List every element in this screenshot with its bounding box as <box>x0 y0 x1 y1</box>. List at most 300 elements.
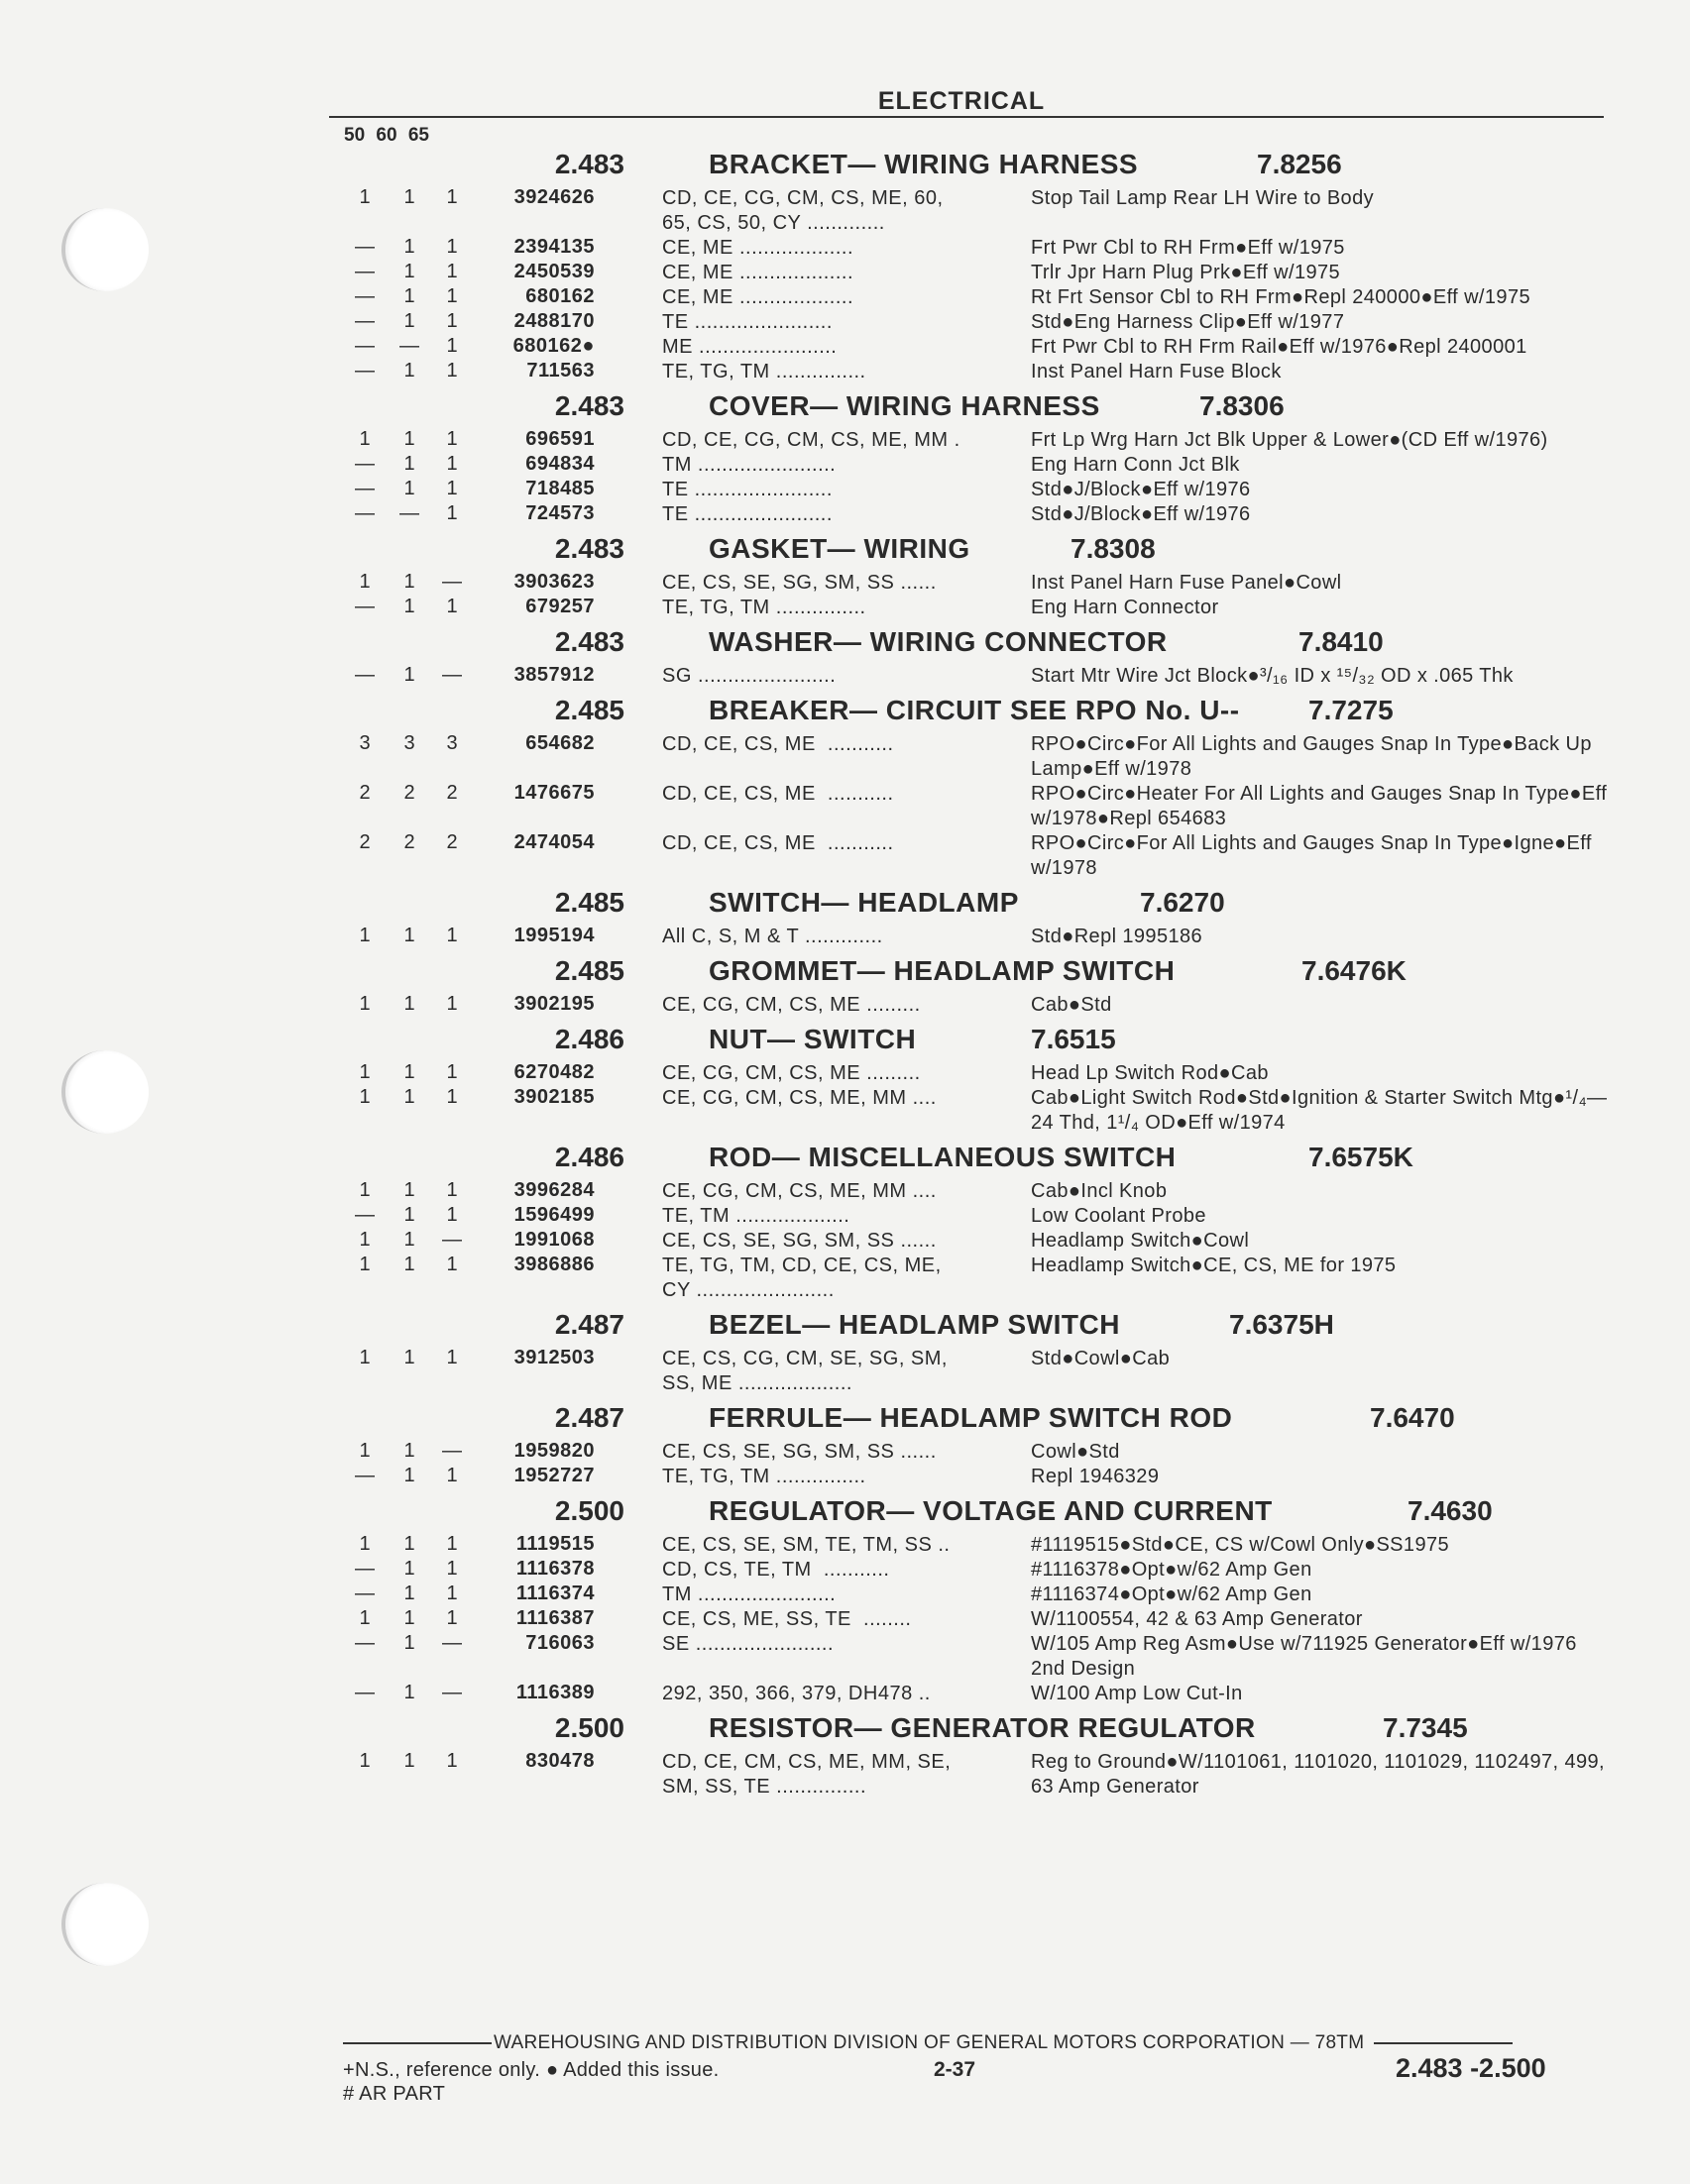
section-number: 2.500 <box>554 1495 624 1526</box>
part-row <box>0 186 1690 236</box>
section-name: BRACKET— WIRING HARNESS <box>709 149 1139 179</box>
model-line: CE, CG, CM, CS, ME ......... <box>662 1062 921 1084</box>
section-header <box>0 1489 1690 1533</box>
part-description: RPO●Circ●Heater For All Lights and Gauges Snap In Type●Eff w/1978●Repl 654683 <box>1031 783 1608 829</box>
part-description: Frt Pwr Cbl to RH Frm●Eff w/1975 <box>1031 237 1345 259</box>
quantity-60: 1 <box>403 925 415 946</box>
quantity-60: 2 <box>403 782 415 804</box>
part-description: Eng Harn Connector <box>1031 597 1219 618</box>
quantity-60: 1 <box>403 236 415 258</box>
model-codes <box>662 310 1009 335</box>
part-number: 680162● <box>512 335 595 357</box>
part-description: Repl 1946329 <box>1031 1466 1160 1487</box>
section-code: 7.8256 <box>1257 149 1342 179</box>
model-codes <box>662 1682 1009 1706</box>
section-code: 7.6476K <box>1301 955 1407 986</box>
quantity-65: 2 <box>446 831 458 853</box>
part-row <box>0 453 1690 478</box>
model-codes <box>662 1086 1009 1111</box>
quantity-50: 1 <box>359 571 371 593</box>
part-row <box>0 1750 1690 1800</box>
quantity-60: 1 <box>403 360 415 382</box>
quantity-65: 1 <box>446 1179 458 1201</box>
part-number: 3912503 <box>513 1347 595 1368</box>
model-codes <box>662 1347 1009 1396</box>
part-number: 1476675 <box>513 782 595 804</box>
part-description: Low Coolant Probe <box>1031 1205 1206 1227</box>
model-codes <box>662 993 1009 1018</box>
part-row <box>0 502 1690 527</box>
part-row <box>0 1607 1690 1632</box>
part-description: Std●Eng Harness Clip●Eff w/1977 <box>1031 311 1345 333</box>
part-description: Cab●Incl Knob <box>1031 1180 1168 1202</box>
quantity-50: 1 <box>359 1254 371 1275</box>
parts-list <box>0 143 1690 1800</box>
part-row <box>0 664 1690 689</box>
part-description: Stop Tail Lamp Rear LH Wire to Body <box>1031 187 1375 209</box>
quantity-60: — <box>399 335 419 357</box>
quantity-50: 1 <box>359 1179 371 1201</box>
quantity-60: 1 <box>403 285 415 307</box>
quantity-60: 1 <box>403 1179 415 1201</box>
quantity-65: — <box>442 1440 462 1462</box>
section-header <box>0 1136 1690 1179</box>
model-line: 65, CS, 50, CY ............. <box>662 212 885 234</box>
section-header <box>0 1396 1690 1440</box>
quantity-60: 1 <box>403 1465 415 1486</box>
quantity-65: — <box>442 1632 462 1654</box>
quantity-50: 1 <box>359 1750 371 1772</box>
quantity-65: 1 <box>446 335 458 357</box>
model-line: TE, TG, TM ............... <box>662 1466 866 1487</box>
section-code: 7.6270 <box>1140 887 1225 918</box>
part-row <box>0 782 1690 831</box>
quantity-65: 1 <box>446 925 458 946</box>
quantity-60: 1 <box>403 1607 415 1629</box>
part-row <box>0 310 1690 335</box>
section-header <box>0 143 1690 186</box>
quantity-60: 1 <box>403 186 415 208</box>
quantity-65: 1 <box>446 453 458 475</box>
part-description: Frt Pwr Cbl to RH Frm Rail●Eff w/1976●Repl 2400001 <box>1031 336 1527 358</box>
quantity-50: 1 <box>359 1347 371 1368</box>
part-number: 3986886 <box>513 1254 595 1275</box>
model-codes <box>662 732 1009 757</box>
page-title: ELECTRICAL <box>877 87 1046 115</box>
quantity-60: — <box>399 502 419 524</box>
part-row <box>0 993 1690 1018</box>
part-description: Std●J/Block●Eff w/1976 <box>1031 503 1251 525</box>
section-code: 7.6515 <box>1031 1024 1116 1054</box>
model-codes <box>662 502 1009 527</box>
section-header <box>0 689 1690 732</box>
model-line: CE, CG, CM, CS, ME, MM .... <box>662 1087 937 1109</box>
quantity-50: — <box>355 1558 375 1580</box>
section-number: 2.483 <box>554 390 624 421</box>
model-line: CD, CE, CS, ME ........... <box>662 832 894 854</box>
section-code: 7.6470 <box>1370 1402 1455 1433</box>
quantity-50: 3 <box>359 732 371 754</box>
quantity-50: — <box>355 236 375 258</box>
model-line: CD, CE, CM, CS, ME, MM, SE, <box>662 1751 952 1773</box>
quantity-50: 1 <box>359 1229 371 1251</box>
model-codes <box>662 1061 1009 1086</box>
section-name: ROD— MISCELLANEOUS SWITCH <box>709 1142 1177 1172</box>
part-description: Std●J/Block●Eff w/1976 <box>1031 479 1251 500</box>
section-header <box>0 949 1690 993</box>
section-header <box>0 1706 1690 1750</box>
part-description: Frt Lp Wrg Harn Jct Blk Upper & Lower●(CD Eff w/1976) <box>1031 429 1548 451</box>
part-row <box>0 596 1690 620</box>
quantity-60: 1 <box>403 1632 415 1654</box>
part-row <box>0 428 1690 453</box>
part-number: 696591 <box>525 428 595 450</box>
quantity-65: 1 <box>446 993 458 1015</box>
section-code: 7.7275 <box>1308 695 1394 725</box>
part-number: 718485 <box>525 478 595 499</box>
quantity-50: — <box>355 335 375 357</box>
part-description: Cab●Light Switch Rod●Std●Ignition & Starter Switch Mtg●¹/₄— 24 Thd, 1¹/₄ OD●Eff w/1974 <box>1031 1087 1608 1134</box>
quantity-60: 1 <box>403 596 415 617</box>
quantity-50: 1 <box>359 1440 371 1462</box>
section-name: NUT— SWITCH <box>709 1024 917 1054</box>
model-line: All C, S, M & T ............. <box>662 926 883 947</box>
model-line: CE, CG, CM, CS, ME ......... <box>662 994 921 1016</box>
model-line: CE, CS, SE, SG, SM, SS ...... <box>662 572 937 594</box>
quantity-65: — <box>442 664 462 686</box>
section-number: 2.485 <box>554 695 624 725</box>
part-description: Eng Harn Conn Jct Blk <box>1031 454 1240 476</box>
part-number: 2394135 <box>513 236 595 258</box>
part-number: 679257 <box>525 596 595 617</box>
model-line: ME ....................... <box>662 336 838 358</box>
model-line: CD, CE, CS, ME ........... <box>662 783 894 805</box>
model-line: CE, ME ................... <box>662 262 854 283</box>
quantity-60: 3 <box>403 732 415 754</box>
model-line: CY ....................... <box>662 1279 835 1301</box>
quantity-65: 1 <box>446 502 458 524</box>
section-number: 2.487 <box>554 1402 624 1433</box>
part-row <box>0 360 1690 384</box>
part-row <box>0 335 1690 360</box>
section-number: 2.483 <box>554 149 624 179</box>
model-codes <box>662 1632 1009 1657</box>
model-codes <box>662 428 1009 453</box>
part-description: #1116378●Opt●w/62 Amp Gen <box>1031 1559 1312 1581</box>
part-row <box>0 1179 1690 1204</box>
part-row <box>0 1086 1690 1136</box>
model-codes <box>662 335 1009 360</box>
part-description: Rt Frt Sensor Cbl to RH Frm●Repl 240000●Eff w/1975 <box>1031 286 1530 308</box>
part-row <box>0 1632 1690 1682</box>
model-line: TE ....................... <box>662 503 833 525</box>
model-codes <box>662 1533 1009 1558</box>
section-name: REGULATOR— VOLTAGE AND CURRENT <box>709 1495 1273 1526</box>
quantity-65: — <box>442 1682 462 1703</box>
model-codes <box>662 596 1009 620</box>
model-codes <box>662 571 1009 596</box>
part-number: 3902195 <box>513 993 595 1015</box>
part-description: Reg to Ground●W/1101061, 1101020, 1101029, 1102497, 499, 63 Amp Generator <box>1031 1751 1605 1798</box>
quantity-65: 1 <box>446 1607 458 1629</box>
quantity-50: — <box>355 285 375 307</box>
quantity-60: 1 <box>403 1254 415 1275</box>
quantity-60: 1 <box>403 1558 415 1580</box>
quantity-50: 1 <box>359 186 371 208</box>
section-number: 2.500 <box>554 1712 624 1743</box>
quantity-60: 1 <box>403 261 415 282</box>
model-line: SE ....................... <box>662 1633 835 1655</box>
part-row <box>0 236 1690 261</box>
quantity-65: 1 <box>446 261 458 282</box>
page-number: 2-37 <box>934 2058 976 2081</box>
part-number: 3902185 <box>513 1086 595 1108</box>
part-row <box>0 1347 1690 1396</box>
quantity-50: — <box>355 1682 375 1703</box>
part-number: 6270482 <box>513 1061 595 1083</box>
quantity-50: — <box>355 1632 375 1654</box>
quantity-50: 1 <box>359 993 371 1015</box>
part-number: 1116387 <box>515 1607 595 1629</box>
quantity-65: 1 <box>446 285 458 307</box>
part-number: 1959820 <box>513 1440 595 1462</box>
model-line: TE, TG, TM ............... <box>662 361 866 382</box>
model-line: CE, CS, CG, CM, SE, SG, SM, <box>662 1348 948 1369</box>
part-number: 830478 <box>525 1750 595 1772</box>
section-name: SWITCH— HEADLAMP <box>709 887 1019 918</box>
model-line: SG ....................... <box>662 665 837 687</box>
model-line: CE, CS, SE, SG, SM, SS ...... <box>662 1441 937 1463</box>
section-header <box>0 620 1690 664</box>
model-line: SS, ME ................... <box>662 1372 852 1394</box>
model-codes <box>662 285 1009 310</box>
quantity-65: 1 <box>446 1465 458 1486</box>
quantity-65: 3 <box>446 732 458 754</box>
part-number: 3996284 <box>513 1179 595 1201</box>
quantity-column-heads: 50 60 65 <box>344 125 429 146</box>
part-number: 1596499 <box>513 1204 595 1226</box>
part-row <box>0 831 1690 881</box>
quantity-65: 1 <box>446 236 458 258</box>
quantity-60: 1 <box>403 1086 415 1108</box>
section-header <box>0 527 1690 571</box>
quantity-65: 1 <box>446 1750 458 1772</box>
quantity-60: 1 <box>403 664 415 686</box>
quantity-50: 2 <box>359 782 371 804</box>
part-description: RPO●Circ●For All Lights and Gauges Snap In Type●Igne●Eff w/1978 <box>1031 832 1592 879</box>
model-line: TE, TM ................... <box>662 1205 850 1227</box>
part-number: 1995194 <box>513 925 595 946</box>
part-row <box>0 571 1690 596</box>
quantity-50: — <box>355 502 375 524</box>
part-row <box>0 1583 1690 1607</box>
quantity-50: — <box>355 1583 375 1604</box>
part-number: 1116389 <box>515 1682 595 1703</box>
binder-hole-bottom <box>61 1883 149 1966</box>
model-codes <box>662 453 1009 478</box>
quantity-50: 1 <box>359 1533 371 1555</box>
section-name: FERRULE— HEADLAMP SWITCH ROD <box>709 1402 1233 1433</box>
model-codes <box>662 925 1009 949</box>
model-line: CE, ME ................... <box>662 237 854 259</box>
section-name: BREAKER— CIRCUIT SEE RPO No. U-- <box>709 695 1240 725</box>
quantity-50: — <box>355 1465 375 1486</box>
part-number: 3857912 <box>513 664 595 686</box>
section-name: COVER— WIRING HARNESS <box>709 390 1100 421</box>
model-line: CE, ME ................... <box>662 286 854 308</box>
part-row <box>0 478 1690 502</box>
part-number: 3924626 <box>513 186 595 208</box>
section-header <box>0 1303 1690 1347</box>
part-row <box>0 1682 1690 1706</box>
section-header <box>0 1018 1690 1061</box>
part-row <box>0 1254 1690 1303</box>
part-description: W/100 Amp Low Cut-In <box>1031 1683 1243 1704</box>
section-name: WASHER— WIRING CONNECTOR <box>709 626 1168 657</box>
quantity-60: 1 <box>403 428 415 450</box>
part-description: Inst Panel Harn Fuse Panel●Cowl <box>1031 572 1342 594</box>
model-line: TE ....................... <box>662 311 833 333</box>
section-code: 7.8306 <box>1199 390 1285 421</box>
quantity-65: — <box>442 1229 462 1251</box>
part-description: RPO●Circ●For All Lights and Gauges Snap In Type●Back Up Lamp●Eff w/1978 <box>1031 733 1592 780</box>
model-codes <box>662 360 1009 384</box>
section-code: 7.8308 <box>1070 533 1156 564</box>
quantity-60: 2 <box>403 831 415 853</box>
part-description: W/1100554, 42 & 63 Amp Generator <box>1031 1608 1363 1630</box>
model-line: CE, CS, ME, SS, TE ........ <box>662 1608 912 1630</box>
quantity-60: 1 <box>403 1533 415 1555</box>
part-description: Std●Repl 1995186 <box>1031 926 1203 947</box>
section-number: 2.487 <box>554 1309 624 1340</box>
model-codes <box>662 1229 1009 1254</box>
model-codes <box>662 1204 1009 1229</box>
part-number: 1116378 <box>515 1558 595 1580</box>
model-codes <box>662 1558 1009 1583</box>
quantity-65: 1 <box>446 1583 458 1604</box>
part-row <box>0 1465 1690 1489</box>
part-row <box>0 1204 1690 1229</box>
model-codes <box>662 1254 1009 1303</box>
quantity-65: 1 <box>446 1204 458 1226</box>
model-codes <box>662 782 1009 807</box>
part-row <box>0 1061 1690 1086</box>
model-line: CE, CS, SE, SG, SM, SS ...... <box>662 1230 937 1252</box>
model-codes <box>662 1607 1009 1632</box>
quantity-50: 1 <box>359 428 371 450</box>
part-description: Start Mtr Wire Jct Block●³/₁₆ ID x ¹⁵/₃₂ OD x .065 Thk <box>1031 665 1514 687</box>
quantity-50: — <box>355 478 375 499</box>
model-codes <box>662 186 1009 236</box>
quantity-60: 1 <box>403 571 415 593</box>
model-line: CD, CE, CG, CM, CS, ME, 60, <box>662 187 944 209</box>
model-line: TM ....................... <box>662 1583 837 1605</box>
part-number: 2474054 <box>513 831 595 853</box>
quantity-60: 1 <box>403 478 415 499</box>
part-row <box>0 1229 1690 1254</box>
quantity-50: — <box>355 596 375 617</box>
part-description: W/105 Amp Reg Asm●Use w/711925 Generator●Eff w/1976 2nd Design <box>1031 1633 1577 1680</box>
quantity-60: 1 <box>403 1347 415 1368</box>
quantity-60: 1 <box>403 1583 415 1604</box>
part-number: 724573 <box>525 502 595 524</box>
quantity-50: 2 <box>359 831 371 853</box>
section-number: 2.486 <box>554 1142 624 1172</box>
part-row <box>0 1440 1690 1465</box>
section-name: GROMMET— HEADLAMP SWITCH <box>709 955 1176 986</box>
section-number: 2.483 <box>554 626 624 657</box>
quantity-65: 2 <box>446 782 458 804</box>
model-codes <box>662 1750 1009 1800</box>
section-range: 2.483 -2.500 <box>1396 2053 1546 2083</box>
quantity-65: 1 <box>446 596 458 617</box>
quantity-65: 1 <box>446 1533 458 1555</box>
model-line: SM, SS, TE ............... <box>662 1776 867 1798</box>
model-line: CE, CG, CM, CS, ME, MM .... <box>662 1180 937 1202</box>
model-codes <box>662 236 1009 261</box>
model-line: TM ....................... <box>662 454 837 476</box>
quantity-60: 1 <box>403 1061 415 1083</box>
part-number: 716063 <box>525 1632 595 1654</box>
part-number: 1952727 <box>513 1465 595 1486</box>
quantity-65: 1 <box>446 1347 458 1368</box>
quantity-50: 1 <box>359 925 371 946</box>
part-number: 2488170 <box>513 310 595 332</box>
part-number: 2450539 <box>513 261 595 282</box>
section-number: 2.485 <box>554 955 624 986</box>
model-line: CE, CS, SE, SM, TE, TM, SS .. <box>662 1534 951 1556</box>
quantity-50: 1 <box>359 1607 371 1629</box>
quantity-50: — <box>355 664 375 686</box>
part-description: Cab●Std <box>1031 994 1112 1016</box>
quantity-65: 1 <box>446 428 458 450</box>
quantity-65: 1 <box>446 478 458 499</box>
quantity-65: 1 <box>446 310 458 332</box>
model-codes <box>662 1440 1009 1465</box>
quantity-50: — <box>355 1204 375 1226</box>
quantity-60: 1 <box>403 453 415 475</box>
part-row <box>0 925 1690 949</box>
model-line: TE, TG, TM, CD, CE, CS, ME, <box>662 1255 942 1276</box>
section-code: 7.7345 <box>1383 1712 1468 1743</box>
section-name: GASKET— WIRING <box>709 533 970 564</box>
section-code: 7.6375H <box>1229 1309 1334 1340</box>
quantity-65: 1 <box>446 1254 458 1275</box>
model-codes <box>662 1179 1009 1204</box>
part-row <box>0 1558 1690 1583</box>
quantity-65: 1 <box>446 360 458 382</box>
part-number: 1119515 <box>515 1533 595 1555</box>
quantity-60: 1 <box>403 310 415 332</box>
model-line: CD, CS, TE, TM ........... <box>662 1559 890 1581</box>
part-description: #1116374●Opt●w/62 Amp Gen <box>1031 1583 1312 1605</box>
quantity-65: 1 <box>446 1086 458 1108</box>
quantity-50: — <box>355 261 375 282</box>
part-description: Cowl●Std <box>1031 1441 1120 1463</box>
section-number: 2.486 <box>554 1024 624 1054</box>
quantity-60: 1 <box>403 1682 415 1703</box>
model-codes <box>662 1465 1009 1489</box>
part-number: 1991068 <box>513 1229 595 1251</box>
model-line: CD, CE, CG, CM, CS, ME, MM . <box>662 429 960 451</box>
model-line: CD, CE, CS, ME ........... <box>662 733 894 755</box>
part-description: Trlr Jpr Harn Plug Prk●Eff w/1975 <box>1031 262 1341 283</box>
part-number: 680162 <box>525 285 595 307</box>
part-number: 694834 <box>525 453 595 475</box>
section-number: 2.483 <box>554 533 624 564</box>
model-line: TE, TG, TM ............... <box>662 597 866 618</box>
part-number: 711563 <box>526 360 595 382</box>
